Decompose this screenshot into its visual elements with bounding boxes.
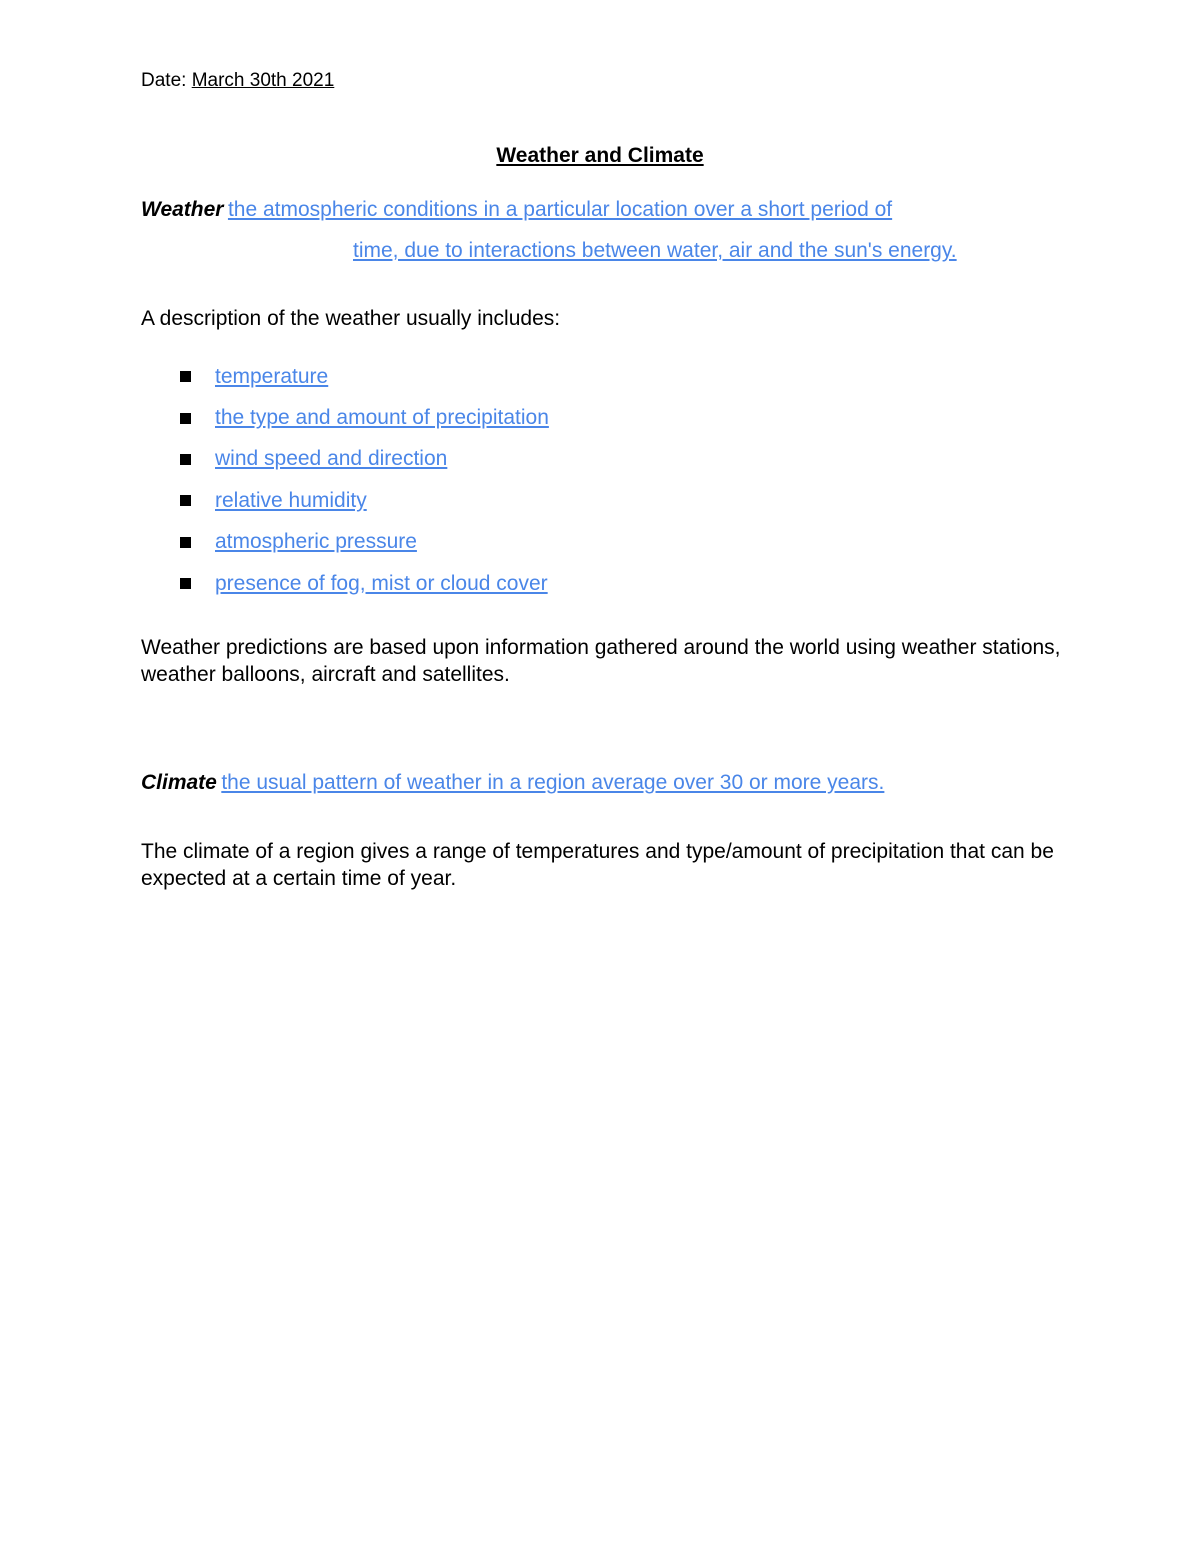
list-item [176,522,549,563]
list-item-text: atmospheric pressure [215,530,417,554]
square-bullet-icon [180,371,191,382]
list-item-text: wind speed and direction [215,447,448,471]
document-title [0,143,1200,169]
square-bullet-icon [180,495,191,506]
climate-term: Climate [141,771,217,794]
square-bullet-icon [180,537,191,548]
list-item [176,356,549,397]
climate-definition-text: the usual pattern of weather in a region average over 30 or more years. [221,771,885,794]
weather-term: Weather [141,198,224,221]
date-line [141,70,334,92]
weather-definition-line-2 [353,237,957,267]
list-item [176,397,549,438]
weather-list-intro: A description of the weather usually includes: [141,307,561,330]
list-item [176,439,549,480]
document-title-text: Weather and Climate [496,144,704,167]
climate-definition-line [141,769,884,799]
list-item-text: relative humidity [215,488,367,512]
weather-definition-text-1: the atmospheric conditions in a particular location over a short period of [227,198,893,221]
climate-paragraph: The climate of a region gives a range of temperatures and type/amount of precipitation that can be expected at a certain time of year. [141,840,1054,890]
predictions-paragraph: Weather predictions are based upon information gathered around the world using weather stations, weather balloons, aircraft and satellites. [141,636,1061,686]
date-label: Date: [141,70,187,91]
square-bullet-icon [180,578,191,589]
list-item-text: the type and amount of precipitation [215,406,549,430]
square-bullet-icon [180,413,191,424]
weather-definition-text-2: time, due to interactions between water, air and the sun's energy. [353,239,957,262]
list-item-text: presence of fog, mist or cloud cover [215,571,548,595]
list-item [176,563,549,604]
weather-definition-line-1 [141,196,892,226]
weather-elements-list [176,356,549,604]
list-item [176,480,549,521]
list-item-text: temperature [215,364,329,388]
square-bullet-icon [180,454,191,465]
date-value: March 30th 2021 [191,70,335,91]
